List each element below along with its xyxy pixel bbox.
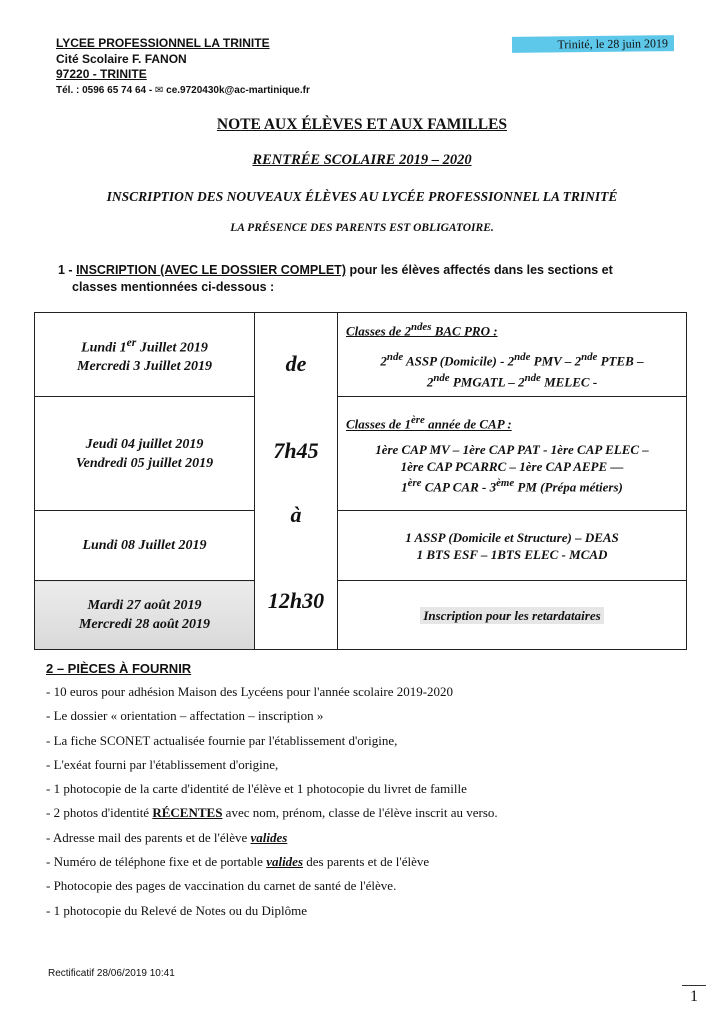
- school-name: LYCEE PROFESSIONNEL LA TRINITE: [56, 36, 270, 50]
- contact-line: Tél. : 0596 65 74 64 - ✉ ce.9720430k@ac-martinique.fr: [56, 84, 310, 96]
- address-line-2: 97220 - TRINITE: [56, 67, 147, 81]
- registration-title: INSCRIPTION DES NOUVEAUX ÉLÈVES AU LYCÉE PROFESSIONNEL LA TRINITÉ: [106, 189, 618, 204]
- list-item: - Numéro de téléphone fixe et de portable valides des parents et de l'élève: [46, 854, 430, 870]
- schedule-row: [35, 397, 687, 511]
- note-title: NOTE AUX ÉLÈVES ET AUX FAMILLES: [216, 116, 508, 133]
- list-item: - Adresse mail des parents et de l'élève valides: [46, 829, 288, 845]
- section-2-heading: 2 – PIÈCES À FOURNIR: [46, 661, 192, 676]
- classes-cell: Classes de $2^{ndes}$ BAC PRO : 2nde ASSP (Domicile) - 2nde PMV – 2nde PTEB – 2nde PMGATL – 2nde MELEC -: [338, 313, 687, 397]
- envelope-icon: ✉: [154, 84, 164, 96]
- rectificatif-note: Rectificatif 28/06/2019 10:41: [48, 968, 175, 979]
- list-item: - 1 photocopie de la carte d'identité de l'élève et 1 photocopie du livret de famille: [46, 781, 467, 797]
- time-end: 12h30: [267, 588, 325, 613]
- list-item: - Le dossier « orientation – affectation – inscription »: [46, 708, 324, 724]
- section-2-documents: [46, 661, 686, 923]
- page-number: 1: [682, 985, 706, 1006]
- school-year-title: RENTRÉE SCOLAIRE 2019 – 2020: [252, 152, 472, 168]
- list-item: - L'exéat fourni par l'établissement d'origine,: [46, 756, 279, 772]
- classes-cell: Classes de 1ère année de CAP : 1ère CAP MV – 1ère CAP PAT - 1ère CAP ELEC – 1ère CAP PCARRC – 1ère CAP AEPE — 1ère CAP CAR - 3ème PM (Prépa métiers): [338, 397, 687, 511]
- dates-cell: Jeudi 04 juillet 2019 Vendredi 05 juillet 2019: [35, 397, 255, 511]
- list-item: - Photocopie des pages de vaccination du carnet de santé de l'élève.: [46, 878, 397, 894]
- time-start: 7h45: [273, 438, 319, 463]
- dates-cell: Lundi 1er Juillet 2019 Mercredi 3 Juillet 2019: [35, 313, 255, 397]
- schedule-row: [35, 581, 687, 650]
- list-item: - 10 euros pour adhésion Maison des Lycéens pour l'année scolaire 2019-2020: [46, 684, 454, 699]
- dates-cell: Mardi 27 août 2019 Mercredi 28 août 2019: [35, 581, 255, 650]
- list-item: - 2 photos d'identité RÉCENTES avec nom, prénom, classe de l'élève inscrit au verso.: [46, 805, 498, 821]
- list-item: - La fiche SCONET actualisée fournie par l'établissement d'origine,: [46, 732, 398, 748]
- schedule-row: [35, 511, 687, 581]
- time-from: de: [285, 351, 307, 376]
- email-address: ce.9720430k@ac-martinique.fr: [166, 84, 310, 96]
- schedule-table: [34, 312, 687, 650]
- phone-number: 0596 65 74 64: [82, 84, 147, 96]
- late-registration-cell: Inscription pour les retardataires: [338, 581, 687, 650]
- school-header: [56, 36, 416, 98]
- time-to: à: [290, 502, 302, 527]
- classes-cell: 1 ASSP (Domicile et Structure) – DEAS 1 BTS ESF – 1BTS ELEC - MCAD: [338, 511, 687, 581]
- parents-notice: LA PRÉSENCE DES PARENTS EST OBLIGATOIRE.: [230, 222, 494, 234]
- schedule-row: [35, 313, 687, 397]
- section-1-intro: 1 - INSCRIPTION (AVEC LE DOSSIER COMPLET) pour les élèves affectés dans les sections et classes mentionnées ci-dessous :: [58, 263, 613, 294]
- list-item: - 1 photocopie du Relevé de Notes ou du Diplôme: [46, 902, 308, 918]
- dates-cell: Lundi 08 Juillet 2019: [35, 511, 255, 581]
- address-line-1: Cité Scolaire F. FANON: [56, 51, 187, 66]
- time-cell: [255, 313, 338, 650]
- section-1-heading: INSCRIPTION (AVEC LE DOSSIER COMPLET): [76, 263, 346, 277]
- date-stamp: Trinité, le 28 juin 2019: [512, 35, 674, 53]
